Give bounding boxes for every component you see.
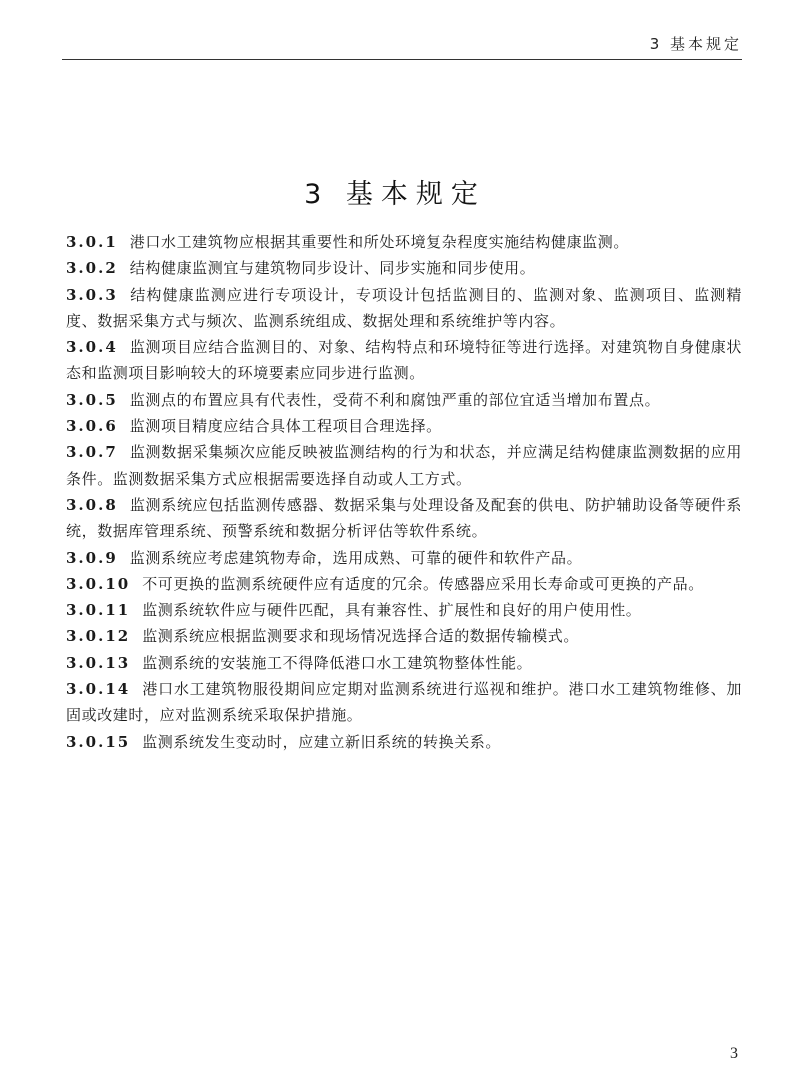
clause-text: 港口水工建筑物应根据其重要性和所处环境复杂程度实施结构健康监测。 [129,233,629,251]
clause-3-0-13 [66,650,742,676]
chapter-title: 3 基本规定 [304,179,486,210]
clause-text: 结构健康监测应进行专项设计，专项设计包括监测目的、监测对象、监测项目、监测精度、数据采集方式与频次、监测系统组成、数据处理和系统维护等内容。 [66,285,742,330]
page-number: 3 [730,1045,738,1062]
clause-3-0-9 [66,545,742,571]
clause-3-0-12 [66,623,742,649]
clause-3-0-10 [66,571,742,597]
clause-text: 不可更换的监测系统硬件应有适度的冗余。传感器应采用长寿命或可更换的产品。 [142,574,704,593]
clause-text: 结构健康监测宜与建筑物同步设计、同步实施和同步使用。 [129,259,536,278]
clause-number: 3.0.9 [66,548,118,567]
clause-number: 3.0.7 [66,443,118,462]
clause-number: 3.0.6 [66,417,118,436]
clause-number: 3.0.1 [66,233,118,251]
clause-number: 3.0.11 [66,601,131,620]
clause-number: 3.0.2 [66,259,118,278]
clause-3-0-3 [66,282,742,335]
clause-text: 监测系统软件应与硬件匹配，具有兼容性、扩展性和良好的用户使用性。 [142,601,642,620]
clause-3-0-8 [66,492,742,545]
clause-3-0-1 [66,229,742,255]
clause-text: 监测系统应考虑建筑物寿命，选用成熟、可靠的硬件和软件产品。 [129,548,583,567]
clause-3-0-5 [66,387,742,413]
clause-text: 监测系统应根据监测要求和现场情况选择合适的数据传输模式。 [142,627,580,646]
clause-number: 3.0.8 [66,495,118,514]
clause-text: 监测系统的安装施工不得降低港口水工建筑物整体性能。 [142,653,533,672]
clause-number: 3.0.15 [66,732,131,751]
clause-number: 3.0.12 [66,627,131,646]
clause-number: 3.0.13 [66,653,131,672]
clause-text: 监测点的布置应具有代表性，受荷不利和腐蚀严重的部位宜适当增加布置点。 [129,390,661,409]
clause-number: 3.0.4 [66,338,118,357]
clause-list [66,229,742,755]
clause-3-0-14 [66,676,742,729]
clause-text: 港口水工建筑物服役期间应定期对监测系统进行巡视和维护。港口水工建筑物维修、加固或改建时，应对监测系统采取保护措施。 [66,680,742,725]
clause-3-0-4 [66,334,742,387]
clause-text: 监测项目应结合监测目的、对象、结构特点和环境特征等进行选择。对建筑物自身健康状态和监测项目影响较大的环境要素应同步进行监测。 [66,338,742,383]
clause-number: 3.0.5 [66,390,118,409]
clause-3-0-2 [66,255,742,281]
clause-3-0-7 [66,439,742,492]
clause-text: 监测系统应包括监测传感器、数据采集与处理设备及配套的供电、防护辅助设备等硬件系统，数据库管理系统、预警系统和数据分析评估等软件系统。 [66,495,742,541]
running-header: 3 基本规定 [649,35,742,53]
header-rule [62,59,742,60]
clause-number: 3.0.14 [66,680,131,699]
clause-3-0-15 [66,729,742,755]
clause-3-0-11 [66,597,742,623]
clause-text: 监测项目精度应结合具体工程项目合理选择。 [129,417,442,436]
clause-3-0-6 [66,413,742,439]
clause-text: 监测系统发生变动时，应建立新旧系统的转换关系。 [142,732,502,751]
clause-number: 3.0.3 [66,285,118,304]
clause-text: 监测数据采集频次应能反映被监测结构的行为和状态，并应满足结构健康监测数据的应用条件。监测数据采集方式应根据需要选择自动或人工方式。 [66,443,742,488]
clause-number: 3.0.10 [66,574,131,593]
